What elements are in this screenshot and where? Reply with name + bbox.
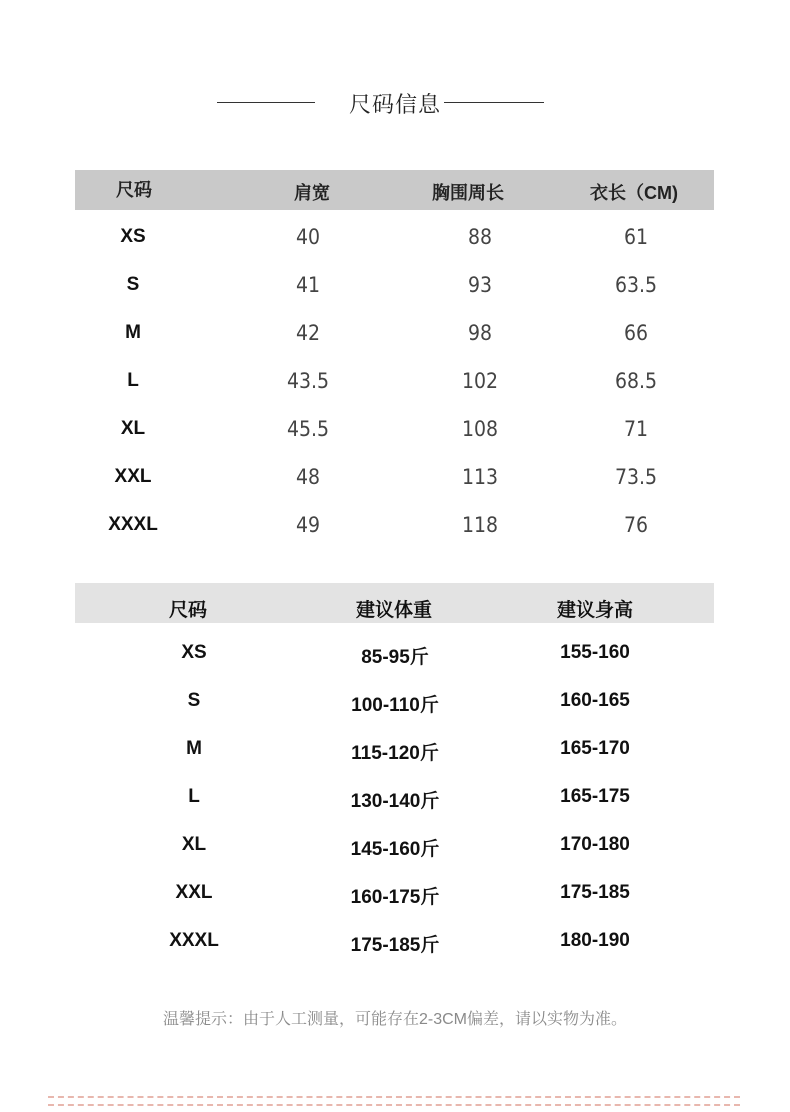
height-cell: 175-185 bbox=[560, 882, 630, 903]
size-cell: XL bbox=[181, 834, 207, 855]
chest-cell: 118 bbox=[461, 513, 499, 537]
length-cell: 73.5 bbox=[614, 465, 658, 489]
weight-cell: 100-110斤 bbox=[351, 695, 439, 716]
height-cell: 165-170 bbox=[560, 738, 630, 759]
header-height: 建议身高 bbox=[556, 600, 634, 621]
weight-cell: 145-160斤 bbox=[350, 839, 440, 860]
length-cell: 63.5 bbox=[614, 273, 658, 297]
chest-cell: 98 bbox=[467, 321, 493, 345]
header-chest: 胸围周长 bbox=[432, 183, 504, 203]
shoulder-cell: 43.5 bbox=[286, 369, 330, 393]
length-cell: 66 bbox=[623, 321, 649, 345]
recommendation-table-header bbox=[75, 583, 714, 623]
size-cell: L bbox=[188, 786, 200, 807]
shoulder-cell: 48 bbox=[295, 465, 321, 489]
size-cell: XL bbox=[120, 418, 146, 439]
section-title-block bbox=[0, 84, 790, 124]
size-cell: XXXL bbox=[108, 514, 158, 535]
length-cell: 68.5 bbox=[614, 369, 658, 393]
shoulder-cell: 41 bbox=[295, 273, 321, 297]
length-cell: 76 bbox=[623, 513, 649, 537]
chest-cell: 88 bbox=[467, 225, 493, 249]
size-cell: M bbox=[186, 738, 202, 759]
size-cell: XS bbox=[181, 642, 207, 663]
measurement-note: 温馨提示：由于人工测量，可能存在2-3CM偏差，请以实物为准。 bbox=[162, 1011, 627, 1028]
size-cell: XXL bbox=[175, 882, 213, 903]
size-cell: S bbox=[126, 274, 140, 295]
weight-cell: 175-185斤 bbox=[350, 935, 440, 956]
length-cell: 61 bbox=[623, 225, 649, 249]
shoulder-cell: 49 bbox=[295, 513, 321, 537]
size-cell: M bbox=[125, 322, 141, 343]
measurement-table-header bbox=[75, 170, 714, 210]
header-length: 衣长（CM) bbox=[590, 183, 678, 203]
height-cell: 160-165 bbox=[560, 690, 630, 711]
shoulder-cell: 45.5 bbox=[286, 417, 330, 441]
size-cell: XXXL bbox=[169, 930, 219, 951]
header-shoulder: 肩宽 bbox=[294, 183, 330, 203]
size-cell: S bbox=[187, 690, 201, 711]
dashed-divider-bottom bbox=[48, 1104, 740, 1106]
chest-cell: 113 bbox=[461, 465, 499, 489]
measurement-table bbox=[75, 170, 714, 550]
dashed-divider-top bbox=[48, 1096, 740, 1098]
chest-cell: 108 bbox=[461, 417, 499, 441]
size-cell: XS bbox=[120, 226, 146, 247]
header-size: 尺码 bbox=[168, 600, 208, 621]
size-cell: L bbox=[127, 370, 139, 391]
title-divider-right bbox=[444, 102, 544, 103]
weight-cell: 130-140斤 bbox=[350, 791, 440, 812]
height-cell: 165-175 bbox=[560, 786, 630, 807]
weight-cell: 115-120斤 bbox=[351, 743, 439, 764]
height-cell: 170-180 bbox=[560, 834, 630, 855]
length-cell: 71 bbox=[623, 417, 649, 441]
weight-cell: 85-95斤 bbox=[361, 647, 429, 668]
weight-cell: 160-175斤 bbox=[350, 887, 440, 908]
recommendation-table bbox=[75, 583, 714, 963]
size-cell: XXL bbox=[114, 466, 152, 487]
height-cell: 155-160 bbox=[560, 642, 630, 663]
shoulder-cell: 40 bbox=[295, 225, 321, 249]
height-cell: 180-190 bbox=[560, 930, 630, 951]
header-size: 尺码 bbox=[116, 180, 152, 200]
section-title: 尺码信息 bbox=[348, 92, 441, 117]
chest-cell: 102 bbox=[461, 369, 499, 393]
header-weight: 建议体重 bbox=[355, 600, 433, 621]
chest-cell: 93 bbox=[467, 273, 493, 297]
shoulder-cell: 42 bbox=[295, 321, 321, 345]
